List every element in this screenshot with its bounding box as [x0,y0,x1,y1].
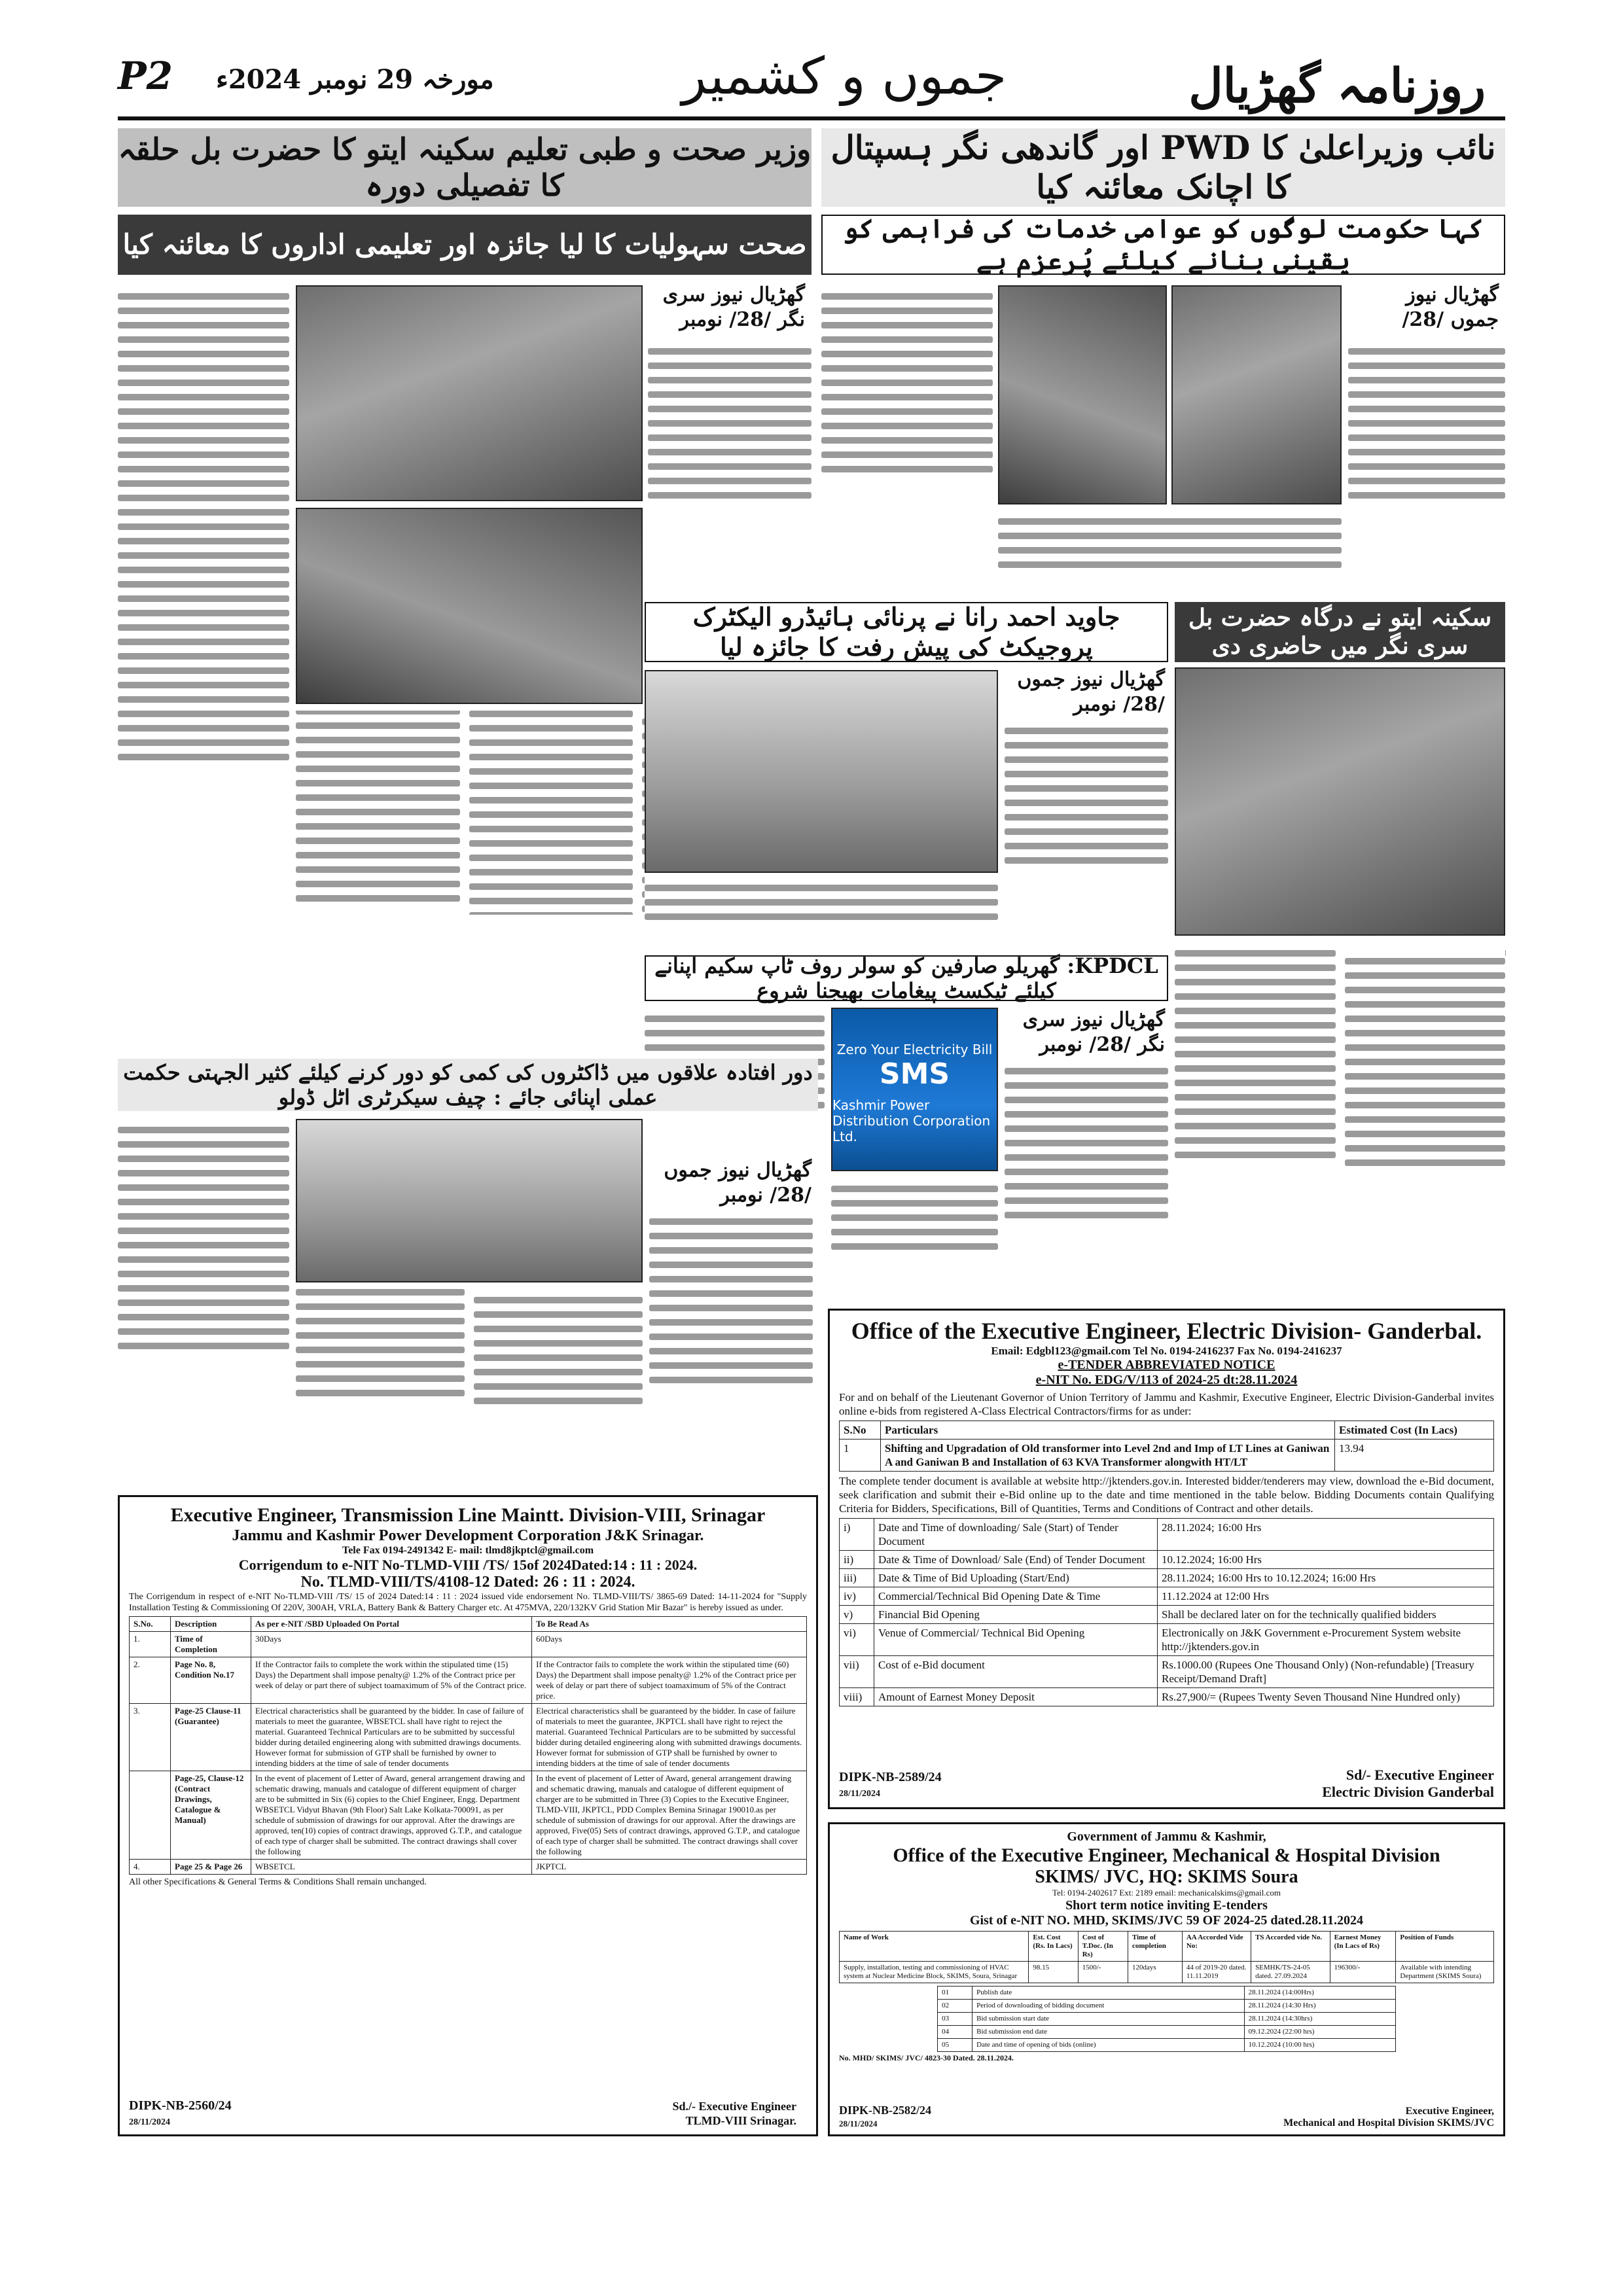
schedule-index: v) [840,1606,874,1624]
ganderbal-td-particulars: Shifting and Upgradation of Old transformer into Level 2nd and Imp of LT Lines at Ganiwan A and Ganiwan B and Installation of 63 KVA Transformer alongwith HT/LT [881,1439,1335,1472]
skims-td: Supply, installation, testing and commissioning of HVAC system at Nuclear Medicine Block, SKIMS, Soura, Srinagar [840,1962,1029,1983]
skims-dipk: DIPK-NB-2582/24 [839,2104,931,2117]
table-row [938,2039,1396,2052]
srinagar-dipk-date: 28/11/2024 [129,2117,171,2127]
date-index: 01 [938,1987,972,2000]
row-sno: 4. [130,1860,171,1875]
table-row [840,1587,1494,1606]
table-row [130,1704,807,1771]
row-as-per: 30Days [251,1632,532,1657]
ganderbal-td-sno: 1 [840,1439,881,1472]
schedule-index: iv) [840,1587,874,1606]
skims-td: 196300/- [1330,1962,1396,1983]
table-row [130,1657,807,1704]
issue-date: مورخہ 29 نومبر 2024ء [216,64,494,95]
skims-th: Earnest Money (In Lacs of Rs) [1330,1932,1396,1962]
table-row [840,1656,1494,1688]
ganderbal-intro: For and on behalf of the Lieutenant Governor of Union Territory of Jammu and Kashmir, Executive Engineer, Electric Division-Ganderbal invites online e-bids from registered A-Class Electrical Contractors/firms for as under: [839,1391,1494,1417]
page-number: P2 [118,54,173,98]
story1-column-2 [998,510,1342,595]
skims-td: SEMHK/TS-24-05 dated. 27.09.2024 [1251,1962,1330,1983]
schedule-item: Venue of Commercial/ Technical Bid Opening [874,1624,1158,1656]
story3-photo [645,670,998,873]
schedule-item: Amount of Earnest Money Deposit [874,1688,1158,1706]
skims-tender-notice [828,1822,1505,2136]
story1-photo-2 [998,285,1167,504]
row-read-as: JKPTCL [532,1860,807,1875]
row-sno: 1. [130,1632,171,1657]
ganderbal-th-particulars: Particulars [881,1421,1335,1439]
section-title: جموں و کشمیر [681,47,1007,106]
ganderbal-tender-notice [828,1309,1505,1809]
date-index: 02 [938,2000,972,2013]
schedule-value: 10.12.2024; 16:00 Hrs [1158,1551,1494,1569]
date-value: 09.12.2024 (22:00 hrs) [1244,2026,1395,2039]
date-item: Bid submission end date [972,2026,1244,2039]
story6-photo [296,1119,643,1282]
date-value: 28.11.2024 (14:30hrs) [1244,2013,1395,2026]
story2-photo-1 [296,285,643,501]
story4-headline: سکینہ ایتو نے درگاہ حضرت بل سری نگر میں حاضری دی [1175,602,1505,662]
row-description: Page-25 Clause-11 (Guarantee) [171,1704,251,1771]
skims-th: Cost of T.Doc. (In Rs) [1078,1932,1128,1962]
story4-photo [1175,667,1505,936]
schedule-item: Cost of e-Bid document [874,1656,1158,1688]
story5-column-3 [831,1178,998,1302]
row-read-as: In the event of placement of Letter of Award, general arrangement drawing and schematic drawing, manuals and catalogue of different equipment of charger are to be submitted in Three (3) Copies to the Executive Engineer, TLMD-VIII, JKPTCL, PDD Complex Bemina Srinagar 190010.as per schedule of submission of drawings for our approval. After the drawings are approved, Five(05) Sets of contract drawings, approved G.T.P., and catalogue of each type of charger shall be submitted. The contract drawings shall cover the following [532,1771,807,1860]
skims-th: Est. Cost (Rs. In Lacs) [1029,1932,1078,1962]
skims-sign2: Mechanical and Hospital Division SKIMS/JVC [1283,2117,1494,2128]
row-sno: 3. [130,1704,171,1771]
skims-th: Time of completion [1128,1932,1182,1962]
skims-td: Available with intending Department (SKIMS Soura) [1396,1962,1494,1983]
date-item: Bid submission start date [972,2013,1244,2026]
schedule-index: iii) [840,1569,874,1587]
srinagar-dipk: DIPK-NB-2560/24 [129,2098,232,2113]
sms-image-sub: Kashmir Power Distribution Corporation Ltd. [832,1097,991,1144]
schedule-index: vii) [840,1656,874,1688]
date-value: 28.11.2024 (14:00Hrs) [1244,1987,1395,2000]
row-read-as: 60Days [532,1632,807,1657]
srinagar-th-read: To Be Read As [532,1617,807,1632]
row-read-as: Electrical characteristics shall be guaranteed by the bidder. In case of failure of materials to meet the guarantee, JKPTCL shall have right to reject the material. Guaranteed Technical Particulars are to be submitted by successful bidder during detailed engineering along with submitted drawings documents. However format for submission of GTP shall be furnished by owner to intending bidders at the time of sale of tender documents [532,1704,807,1771]
srinagar-title: Executive Engineer, Transmission Line Maintt. Division-VIII, Srinagar [170,1504,766,1526]
skims-work-table [839,1931,1494,1983]
skims-no: No. MHD/ SKIMS/ JVC/ 4823-30 Dated. 28.11.2024. [839,2053,1014,2062]
srinagar-th-sno: S.No. [130,1617,171,1632]
date-item: Publish date [972,1987,1244,2000]
story3-column-1 [1005,720,1168,949]
story3-dateline: گھڑیال نیوز جموں /28/ نومبر [1017,668,1165,716]
ganderbal-ref: e-NIT No. EDG/V/113 of 2024-25 dt:28.11.2024 [1035,1373,1298,1387]
row-as-per: If the Contractor fails to complete the work within the stipulated time (15) Days) the Department shall impose penalty@ 1.2% of the Contract price per week of delay or part there of subject toamaximum of 5% of the Contract price. [251,1657,532,1704]
skims-dates-table [937,1986,1396,2052]
story2-photo-2 [296,508,643,704]
table-row [938,1987,1396,2000]
skims-dipk-date: 28/11/2024 [839,2119,878,2128]
row-as-per: In the event of placement of Letter of Award, general arrangement drawing and schematic drawing, manuals and catalogue of different equipment of charger are to be submitted in Six (6) copies to the Chief Engineer, Engg. Department WBSETCL Vidyut Bhavan (9th Floor) Salt Lake Kolkata-700091, as per schedule of submission of drawings for our approval. After the drawings are approved, ten(10) copies of contract drawings, approved G.T.P., and catalogue of each type of charger shall be submitted. The contract drawings shall cover the following [251,1771,532,1860]
story6-column-1 [118,1119,289,1482]
story3-column-2 [645,877,998,949]
schedule-value: 28.11.2024; 16:00 Hrs [1158,1519,1494,1551]
ganderbal-schedule-table [839,1518,1494,1706]
story1-headline: نائب وزیراعلیٰ کا PWD اور گاندھی نگر ہسپتال کا اچانک معائنہ کیا [821,128,1505,207]
srinagar-corrigendum: Corrigendum to e-NIT No-TLMD-VIII /TS/ 15of 2024Dated:14 : 11 : 2024. [238,1557,698,1573]
story5-sms-image [831,1008,998,1171]
date-item: Date and time of opening of bids (online) [972,2039,1244,2052]
story2-headline: وزیر صحت و طبی تعلیم سکینہ ایتو کا حضرت بل حلقہ کا تفصیلی دورہ [118,128,812,207]
ganderbal-sign2: Electric Division Ganderbal [1322,1784,1494,1800]
schedule-item: Date & Time of Bid Uploading (Start/End) [874,1569,1158,1587]
schedule-item: Date & Time of Download/ Sale (End) of Tender Document [874,1551,1158,1569]
row-as-per: WBSETCL [251,1860,532,1875]
schedule-item: Financial Bid Opening [874,1606,1158,1624]
table-row [130,1771,807,1860]
story1-subhead: کہا حکومت لوگوں کو عوامی خدمات کی فراہمی کو یقینی بنانے کیلئے پُرعزم ہے [821,215,1505,275]
srinagar-remain: All other Specifications & General Terms & Conditions Shall remain unchanged. [129,1877,427,1887]
ganderbal-contact: Email: Edgbl123@gmail.com Tel No. 0194-2416237 Fax No. 0194-2416237 [991,1345,1342,1357]
table-row [938,2000,1396,2013]
srinagar-corrigendum-notice [118,1495,818,2136]
table-row [130,1860,807,1875]
table-row [840,1606,1494,1624]
table-row [130,1632,807,1657]
story2-column-2 [118,285,289,1051]
masthead: روزنامہ گھڑیال [1188,58,1486,113]
srinagar-th-desc: Description [171,1617,251,1632]
row-as-per: Electrical characteristics shall be guaranteed by the bidder. In case of failure of materials to meet the guarantee, WBSETCL shall have right to reject the material. Guaranteed Technical Particulars are to be submitted by successful bidder during detailed engineering along with submitted drawings documents. However format for submission of GTP shall be furnished by owner to intending bidders at the time of sale of tender documents [251,1704,532,1771]
story1-dateline: گھڑیال نیوز جموں /28/ [1402,283,1499,331]
skims-gov: Government of Jammu & Kashmir, [1067,1829,1266,1844]
skims-sign1: Executive Engineer, [1405,2106,1494,2117]
skims-th: Position of Funds [1396,1932,1494,1962]
story2-subhead: صحت سہولیات کا لیا جائزہ اور تعلیمی اداروں کا معائنہ کیا [118,215,812,275]
srinagar-contact: Tele Fax 0194-2491342 E- mail: tlmd8jkptcl@gmail.com [342,1545,594,1556]
table-row [938,2026,1396,2039]
skims-td: 98.15 [1029,1962,1078,1983]
date-value: 28.11.2024 (14:30 Hrs) [1244,2000,1395,2013]
skims-th: Name of Work [840,1932,1029,1962]
schedule-value: Shall be declared later on for the technically qualified bidders [1158,1606,1494,1624]
skims-td: 120days [1128,1962,1182,1983]
story1-photo-1 [1171,285,1342,504]
story3-headline: جاوید احمد رانا نے پرنائی ہائیڈرو الیکٹرک پروجیکٹ کی پیش رفت کا جائزہ لیا [645,602,1168,662]
schedule-index: viii) [840,1688,874,1706]
date-value: 10.12.2024 (10:00 hrs) [1244,2039,1395,2052]
story6-dateline: گھڑیال نیوز جموں /28/ نومبر [664,1159,812,1207]
header-rule [118,116,1505,120]
row-description: Page 25 & Page 26 [171,1860,251,1875]
schedule-item: Date and Time of downloading/ Sale (Start) of Tender Document [874,1519,1158,1551]
schedule-index: ii) [840,1551,874,1569]
skims-sub: SKIMS/ JVC, HQ: SKIMS Soura [1035,1867,1298,1887]
sms-image-label: SMS [879,1057,950,1091]
ganderbal-td-cost: 13.94 [1335,1439,1494,1472]
story6-column-2 [296,1289,643,1482]
date-index: 03 [938,2013,972,2026]
skims-td: 1500/- [1078,1962,1128,1983]
table-row [840,1519,1494,1551]
row-sno: 2. [130,1657,171,1704]
table-row [938,2013,1396,2026]
row-sno [130,1771,171,1860]
schedule-value: Rs.1000.00 (Rupees One Thousand Only) (Non-refundable) [Treasury Receipt/Demand Draft] [1158,1656,1494,1688]
schedule-item: Commercial/Technical Bid Opening Date & Time [874,1587,1158,1606]
skims-th: TS Accorded vide No. [1251,1932,1330,1962]
skims-gist: Gist of e-NIT NO. MHD, SKIMS/JVC 59 OF 2024-25 dated.28.11.2024 [969,1913,1364,1928]
ganderbal-th-sno: S.No [840,1421,881,1439]
schedule-index: i) [840,1519,874,1551]
ganderbal-title: Office of the Executive Engineer, Electric Division- Ganderbal. [851,1318,1482,1344]
srinagar-ref: No. TLMD-VIII/TS/4108-12 Dated: 26 : 11 : 2024. [300,1574,635,1591]
srinagar-sign2: TLMD-VIII Srinagar. [685,2114,796,2127]
date-index: 04 [938,2026,972,2039]
ganderbal-sign1: Sd/- Executive Engineer [1346,1767,1494,1783]
story6-headline: دور افتادہ علاقوں میں ڈاکٹروں کی کمی کو دور کرنے کیلئے کثیر الجہتی حکمت عملی اپنائی جائے : چیف سیکرٹری اٹل ڈولو [118,1059,818,1111]
srinagar-th-asper: As per e-NIT /SBD Uploaded On Portal [251,1617,532,1632]
story1-column-3 [821,285,993,595]
row-description: Time of Completion [171,1632,251,1657]
sms-image-top: Zero Your Electricity Bill [836,1041,993,1057]
skims-title: Office of the Executive Engineer, Mechanical & Hospital Division [893,1845,1440,1866]
ganderbal-dipk-date: 28/11/2024 [839,1789,881,1799]
schedule-value: Electronically on J&K Government e-Procurement System website http://jktenders.gov.in [1158,1624,1494,1656]
ganderbal-th-cost: Estimated Cost (In Lacs) [1335,1421,1494,1439]
row-description: Page No. 8, Condition No.17 [171,1657,251,1704]
story1-column-1 [1348,340,1505,595]
srinagar-org: Jammu and Kashmir Power Development Corporation J&K Srinagar. [232,1527,704,1544]
story5-dateline: گھڑیال نیوز سری نگر /28/ نومبر [1022,1008,1165,1056]
story4-column [1175,950,1505,1303]
skims-type: Short term notice inviting E-tenders [1065,1898,1268,1913]
ganderbal-work-table [839,1421,1494,1472]
srinagar-intro: The Corrigendum in respect of e-NIT No-TLMD-VIII /TS/ 15 of 2024 Dated:14 : 11 : 2024 issued vide endorsement No. TLMD-VIII/TS/ 3865-69 Dated: 14-11-2024 for "Supply Installation Testing & Commissioning Of 220V, 300AH, VRLA, Battery Bank & Battery Charger etc. At 475MVA, 220/132KV Grid Station Mir Bazar" is hereby issued as under. [129,1592,807,1613]
date-item: Period of downloading of bidding document [972,2000,1244,2013]
ganderbal-body: The complete tender document is available at website http://jktenders.gov.in. Interested bidder/tenderers may view, download the e-Bid document, seek clarification and submit their e-Bid online up to the date and time mentioned in the table below. Bidding Documents contain Qualifying Criteria for Bidders, Specifications, Bill of Quantities, Terms and Conditions of Contract and other details. [839,1475,1494,1515]
table-row [840,1688,1494,1706]
story6-column-3 [649,1210,813,1482]
table-row [840,1551,1494,1569]
skims-contact: Tel: 0194-2402617 Ext: 2189 email: mechanicalskims@gmail.com [1052,1888,1281,1898]
skims-td: 44 of 2019-20 dated. 11.11.2019 [1182,1962,1251,1983]
schedule-value: Rs.27,900/= (Rupees Twenty Seven Thousand Nine Hundred only) [1158,1688,1494,1706]
story5-headline: KPDCL: گھریلو صارفین کو سولر روف ٹاپ سکیم اپنانے کیلئے ٹیکسٹ پیغامات بھیجنا شروع [645,955,1168,1001]
srinagar-table [129,1616,807,1875]
ganderbal-dipk: DIPK-NB-2589/24 [839,1770,942,1784]
schedule-index: vi) [840,1624,874,1656]
table-row [840,1569,1494,1587]
story2-column-1 [648,340,812,589]
row-read-as: If the Contractor fails to complete the work within the stipulated time (60) Days) the Department shall impose penalty@ 1.2% of the Contract price per week of delay or part there of subject toamaximum of 5% of the Contract price. [532,1657,807,1704]
ganderbal-type: e-TENDER ABBREVIATED NOTICE [1058,1358,1275,1372]
srinagar-sign1: Sd./- Executive Engineer [672,2100,796,2113]
schedule-value: 11.12.2024 at 12:00 Hrs [1158,1587,1494,1606]
row-description: Page-25, Clause-12 (Contract Drawings, Catalogue & Manual) [171,1771,251,1860]
skims-th: AA Accorded Vide No: [1182,1932,1251,1962]
table-row [840,1624,1494,1656]
date-index: 05 [938,2039,972,2052]
story5-column-1 [1005,1060,1168,1302]
story2-dateline: گھڑیال نیوز سری نگر /28/ نومبر [662,283,805,331]
schedule-value: 28.11.2024; 16:00 Hrs to 10.12.2024; 16:00 Hrs [1158,1569,1494,1587]
